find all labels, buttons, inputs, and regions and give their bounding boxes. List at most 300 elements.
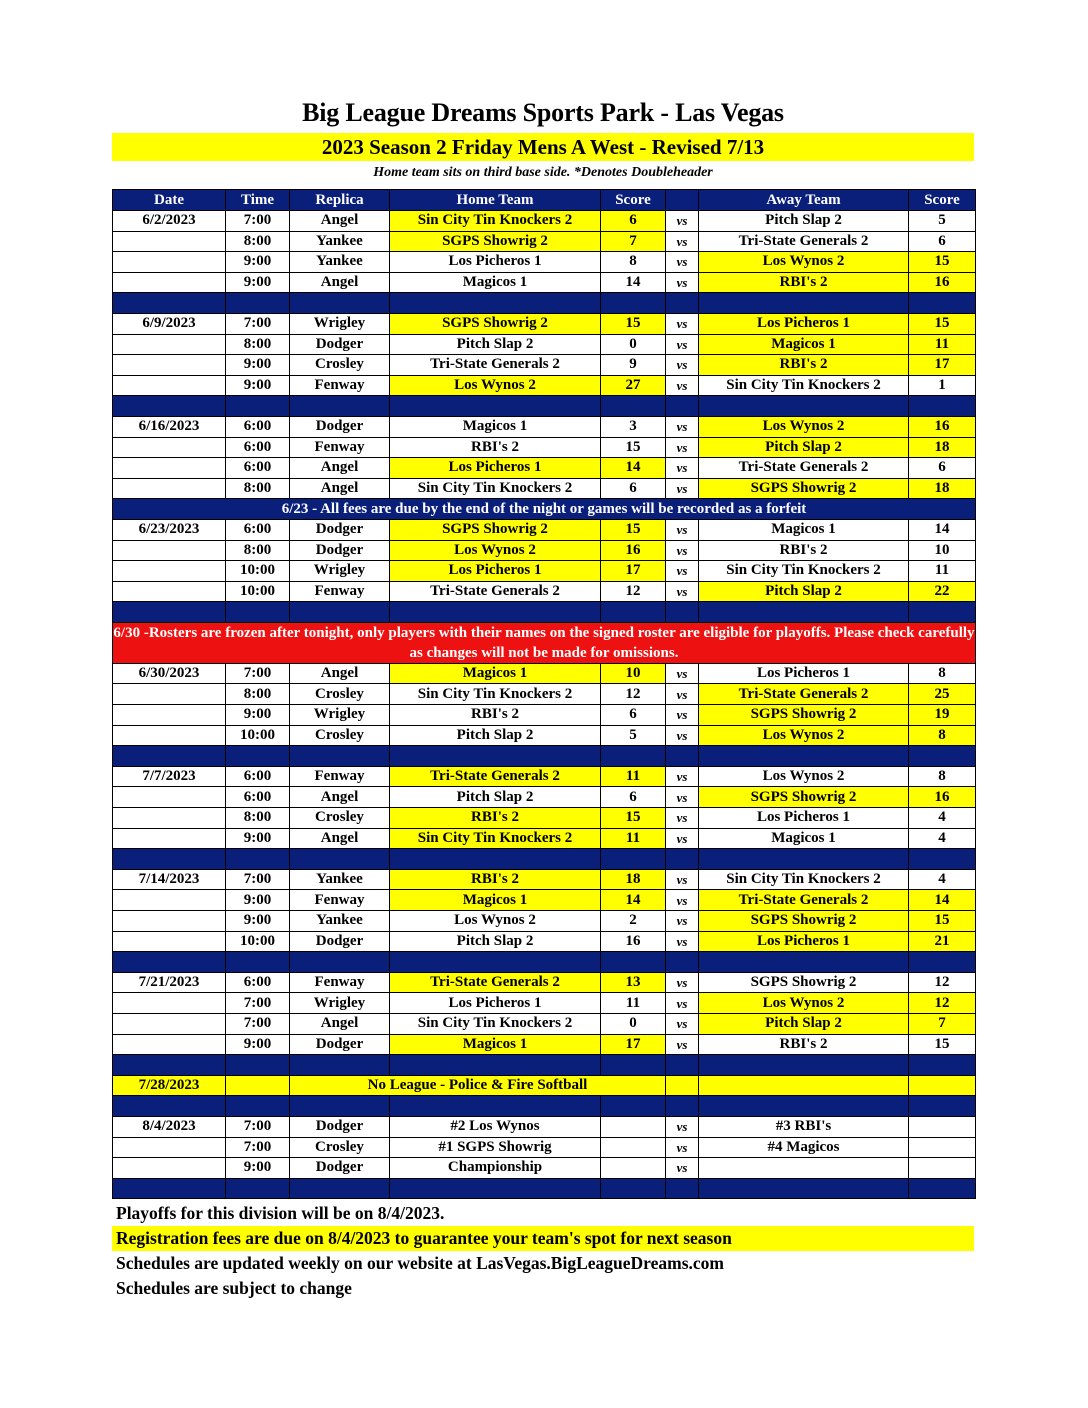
vs-cell: vs <box>666 211 699 232</box>
separator-row <box>113 396 976 417</box>
time-cell: 9:00 <box>226 1034 290 1055</box>
home-score-cell: 8 <box>601 252 666 273</box>
date-cell <box>113 478 226 499</box>
away-team-cell: Pitch Slap 2 <box>699 437 909 458</box>
separator-cell <box>699 396 909 417</box>
away-score-cell: 1 <box>909 375 976 396</box>
game-row <box>113 355 976 376</box>
home-team-cell: Los Wynos 2 <box>390 375 601 396</box>
replica-cell: Yankee <box>290 231 390 252</box>
header-date: Date <box>113 190 226 211</box>
date-cell: 6/2/2023 <box>113 211 226 232</box>
date-cell <box>113 911 226 932</box>
game-row <box>113 211 976 232</box>
away-score-cell: 16 <box>909 272 976 293</box>
away-team-cell: Los Wynos 2 <box>699 416 909 437</box>
separator-cell <box>390 952 601 973</box>
separator-cell <box>909 1096 976 1117</box>
home-team-cell: Los Picheros 1 <box>390 561 601 582</box>
home-score-cell: 14 <box>601 272 666 293</box>
home-team-cell: Sin City Tin Knockers 2 <box>390 211 601 232</box>
playoff-row <box>113 1137 976 1158</box>
home-team-cell: Sin City Tin Knockers 2 <box>390 478 601 499</box>
replica-cell: Crosley <box>290 355 390 376</box>
vs-cell: vs <box>666 972 699 993</box>
separator-cell <box>666 396 699 417</box>
replica-cell: Wrigley <box>290 993 390 1014</box>
away-team-cell: Los Picheros 1 <box>699 931 909 952</box>
separator-cell <box>666 952 699 973</box>
separator-cell <box>666 849 699 870</box>
date-cell <box>113 828 226 849</box>
separator-cell <box>601 952 666 973</box>
playoff-row <box>113 1116 976 1137</box>
away-score-cell: 16 <box>909 416 976 437</box>
away-team-cell: Sin City Tin Knockers 2 <box>699 375 909 396</box>
away-team-cell: Tri-State Generals 2 <box>699 231 909 252</box>
game-row <box>113 252 976 273</box>
vs-cell: vs <box>666 313 699 334</box>
home-score-cell: 15 <box>601 808 666 829</box>
game-row <box>113 519 976 540</box>
vs-cell: vs <box>666 458 699 479</box>
separator-row <box>113 952 976 973</box>
vs-cell: vs <box>666 1158 699 1179</box>
date-cell: 8/4/2023 <box>113 1116 226 1137</box>
separator-cell <box>909 952 976 973</box>
vs-cell: vs <box>666 334 699 355</box>
separator-cell <box>226 1178 290 1199</box>
away-team-cell: SGPS Showrig 2 <box>699 911 909 932</box>
replica-cell: Angel <box>290 1013 390 1034</box>
replica-cell: Dodger <box>290 416 390 437</box>
away-score-cell: 6 <box>909 231 976 252</box>
vs-cell: vs <box>666 828 699 849</box>
home-team-cell: Magicos 1 <box>390 272 601 293</box>
replica-cell: Yankee <box>290 869 390 890</box>
away-score-cell <box>909 1158 976 1179</box>
away-team-cell: Los Wynos 2 <box>699 993 909 1014</box>
home-score-cell: 0 <box>601 334 666 355</box>
date-cell <box>113 355 226 376</box>
header-away-score: Score <box>909 190 976 211</box>
away-team-cell: Los Picheros 1 <box>699 313 909 334</box>
separator-row <box>113 1096 976 1117</box>
date-cell: 7/28/2023 <box>113 1075 226 1096</box>
separator-cell <box>666 293 699 314</box>
replica-cell: Fenway <box>290 581 390 602</box>
replica-cell: Dodger <box>290 1158 390 1179</box>
roster-alert-text: 6/30 -Rosters are frozen after tonight, only players with their names on the signed roster are eligible for playoffs. Please check carefully as changes will not be made for omissions. <box>113 622 976 663</box>
separator-cell <box>226 396 290 417</box>
game-row <box>113 828 976 849</box>
date-cell <box>113 231 226 252</box>
separator-cell <box>113 396 226 417</box>
date-cell <box>113 1158 226 1179</box>
game-row <box>113 458 976 479</box>
separator-cell <box>699 293 909 314</box>
time-cell: 9:00 <box>226 828 290 849</box>
date-cell <box>113 684 226 705</box>
separator-cell <box>909 849 976 870</box>
away-score-cell: 14 <box>909 890 976 911</box>
date-cell: 7/7/2023 <box>113 766 226 787</box>
away-score-cell: 15 <box>909 252 976 273</box>
page-title: Big League Dreams Sports Park - Las Vegas <box>302 98 784 127</box>
date-cell <box>113 993 226 1014</box>
home-score-cell: 12 <box>601 581 666 602</box>
home-team-cell: SGPS Showrig 2 <box>390 231 601 252</box>
time-cell: 9:00 <box>226 890 290 911</box>
away-team-cell <box>699 1075 909 1096</box>
game-row <box>113 375 976 396</box>
separator-cell <box>226 602 290 623</box>
replica-cell: Angel <box>290 787 390 808</box>
separator-cell <box>290 1055 390 1076</box>
separator-cell <box>290 746 390 767</box>
vs-cell: vs <box>666 375 699 396</box>
home-team-cell: Los Wynos 2 <box>390 911 601 932</box>
home-team-cell: Los Picheros 1 <box>390 252 601 273</box>
home-team-cell: Tri-State Generals 2 <box>390 766 601 787</box>
separator-cell <box>390 1055 601 1076</box>
time-cell: 8:00 <box>226 231 290 252</box>
replica-cell: Fenway <box>290 972 390 993</box>
separator-cell <box>290 952 390 973</box>
separator-row <box>113 602 976 623</box>
schedule-subtitle: 2023 Season 2 Friday Mens A West - Revised 7/13 <box>112 133 974 161</box>
time-cell: 7:00 <box>226 1116 290 1137</box>
separator-cell <box>601 293 666 314</box>
away-team-cell: Los Wynos 2 <box>699 725 909 746</box>
replica-cell: Angel <box>290 478 390 499</box>
time-cell: 8:00 <box>226 478 290 499</box>
separator-cell <box>699 849 909 870</box>
date-cell <box>113 808 226 829</box>
game-row <box>113 808 976 829</box>
vs-cell: vs <box>666 272 699 293</box>
game-row <box>113 313 976 334</box>
away-score-cell: 5 <box>909 211 976 232</box>
home-team-cell: Championship <box>390 1158 601 1179</box>
home-score-cell: 0 <box>601 1013 666 1034</box>
separator-cell <box>699 602 909 623</box>
game-row <box>113 993 976 1014</box>
separator-cell <box>390 849 601 870</box>
notice-banner-row <box>113 499 976 520</box>
home-score-cell: 11 <box>601 828 666 849</box>
footer-change-note: Schedules are subject to change <box>116 1278 352 1298</box>
separator-cell <box>290 602 390 623</box>
separator-cell <box>113 849 226 870</box>
date-cell <box>113 705 226 726</box>
vs-cell: vs <box>666 869 699 890</box>
replica-cell: Angel <box>290 211 390 232</box>
away-score-cell: 18 <box>909 437 976 458</box>
time-cell: 10:00 <box>226 931 290 952</box>
time-cell: 6:00 <box>226 519 290 540</box>
separator-cell <box>601 1096 666 1117</box>
date-cell <box>113 375 226 396</box>
replica-cell: Dodger <box>290 334 390 355</box>
separator-cell <box>113 602 226 623</box>
replica-cell: Dodger <box>290 519 390 540</box>
no-league-row <box>113 1075 976 1096</box>
separator-cell <box>601 1178 666 1199</box>
home-team-cell: Sin City Tin Knockers 2 <box>390 1013 601 1034</box>
game-row <box>113 231 976 252</box>
home-team-cell: Magicos 1 <box>390 1034 601 1055</box>
separator-cell <box>113 1178 226 1199</box>
vs-cell: vs <box>666 416 699 437</box>
separator-row <box>113 849 976 870</box>
separator-cell <box>390 746 601 767</box>
separator-row <box>113 746 976 767</box>
home-team-cell: Pitch Slap 2 <box>390 787 601 808</box>
separator-cell <box>909 1055 976 1076</box>
home-score-cell: 17 <box>601 561 666 582</box>
home-score-cell: 6 <box>601 478 666 499</box>
separator-cell <box>290 1178 390 1199</box>
replica-cell: Dodger <box>290 931 390 952</box>
away-team-cell: #3 RBI's <box>699 1116 909 1137</box>
notice-banner-text: 6/23 - All fees are due by the end of the night or games will be recorded as a forfeit <box>113 499 976 520</box>
replica-cell: Angel <box>290 272 390 293</box>
home-score-cell: 16 <box>601 540 666 561</box>
home-team-cell: RBI's 2 <box>390 869 601 890</box>
away-score-cell: 15 <box>909 1034 976 1055</box>
home-score-cell: 16 <box>601 931 666 952</box>
separator-cell <box>390 1178 601 1199</box>
away-score-cell: 15 <box>909 911 976 932</box>
header-home-score: Score <box>601 190 666 211</box>
separator-cell <box>113 952 226 973</box>
home-team-cell: Sin City Tin Knockers 2 <box>390 828 601 849</box>
home-score-cell: 10 <box>601 663 666 684</box>
date-cell: 6/9/2023 <box>113 313 226 334</box>
away-score-cell: 12 <box>909 993 976 1014</box>
separator-cell <box>226 952 290 973</box>
separator-cell <box>226 849 290 870</box>
replica-cell: Fenway <box>290 437 390 458</box>
roster-alert-row <box>113 622 976 663</box>
time-cell: 7:00 <box>226 663 290 684</box>
time-cell: 7:00 <box>226 313 290 334</box>
separator-row <box>113 293 976 314</box>
time-cell: 9:00 <box>226 1158 290 1179</box>
away-score-cell: 8 <box>909 725 976 746</box>
time-cell: 6:00 <box>226 766 290 787</box>
time-cell: 6:00 <box>226 458 290 479</box>
footer-website-note: Schedules are updated weekly on our website at LasVegas.BigLeagueDreams.com <box>116 1253 724 1273</box>
time-cell: 7:00 <box>226 1013 290 1034</box>
separator-cell <box>699 1178 909 1199</box>
game-row <box>113 272 976 293</box>
footer-registration-note: Registration fees are due on 8/4/2023 to guarantee your team's spot for next season <box>112 1226 974 1251</box>
home-score-cell: 6 <box>601 787 666 808</box>
separator-cell <box>390 1096 601 1117</box>
time-cell: 7:00 <box>226 869 290 890</box>
vs-cell: vs <box>666 808 699 829</box>
away-score-cell: 16 <box>909 787 976 808</box>
game-row <box>113 684 976 705</box>
away-score-cell: 4 <box>909 828 976 849</box>
date-cell <box>113 458 226 479</box>
time-cell: 10:00 <box>226 725 290 746</box>
home-team-cell: Tri-State Generals 2 <box>390 581 601 602</box>
away-team-cell <box>699 1158 909 1179</box>
home-score-cell: 15 <box>601 313 666 334</box>
away-team-cell: Magicos 1 <box>699 828 909 849</box>
date-cell <box>113 1137 226 1158</box>
away-team-cell: SGPS Showrig 2 <box>699 972 909 993</box>
vs-cell: vs <box>666 993 699 1014</box>
date-cell <box>113 787 226 808</box>
away-team-cell: SGPS Showrig 2 <box>699 705 909 726</box>
home-team-cell: Sin City Tin Knockers 2 <box>390 684 601 705</box>
date-cell <box>113 334 226 355</box>
home-score-cell: 14 <box>601 458 666 479</box>
home-score-cell: 17 <box>601 1034 666 1055</box>
date-cell <box>113 725 226 746</box>
date-cell: 7/21/2023 <box>113 972 226 993</box>
replica-cell: Fenway <box>290 375 390 396</box>
away-team-cell: Sin City Tin Knockers 2 <box>699 561 909 582</box>
separator-cell <box>601 746 666 767</box>
home-team-cell: RBI's 2 <box>390 437 601 458</box>
home-team-cell: Magicos 1 <box>390 663 601 684</box>
vs-cell: vs <box>666 911 699 932</box>
away-score-cell: 4 <box>909 808 976 829</box>
game-row <box>113 972 976 993</box>
time-cell: 8:00 <box>226 334 290 355</box>
separator-cell <box>699 1055 909 1076</box>
home-score-cell: 15 <box>601 437 666 458</box>
date-cell <box>113 272 226 293</box>
away-team-cell: Sin City Tin Knockers 2 <box>699 869 909 890</box>
time-cell: 9:00 <box>226 705 290 726</box>
separator-cell <box>226 293 290 314</box>
away-score-cell <box>909 1137 976 1158</box>
replica-cell: Angel <box>290 663 390 684</box>
separator-cell <box>909 1178 976 1199</box>
separator-cell <box>601 849 666 870</box>
home-score-cell <box>601 1137 666 1158</box>
away-score-cell: 17 <box>909 355 976 376</box>
game-row <box>113 581 976 602</box>
away-score-cell <box>909 1116 976 1137</box>
separator-cell <box>666 1096 699 1117</box>
vs-cell: vs <box>666 437 699 458</box>
away-team-cell: Los Picheros 1 <box>699 808 909 829</box>
away-team-cell: RBI's 2 <box>699 355 909 376</box>
away-score-cell: 21 <box>909 931 976 952</box>
date-cell: 6/23/2023 <box>113 519 226 540</box>
vs-cell: vs <box>666 766 699 787</box>
vs-cell: vs <box>666 478 699 499</box>
time-cell: 6:00 <box>226 972 290 993</box>
replica-cell: Yankee <box>290 911 390 932</box>
separator-cell <box>290 293 390 314</box>
separator-row <box>113 1178 976 1199</box>
replica-cell: Angel <box>290 828 390 849</box>
time-cell: 9:00 <box>226 252 290 273</box>
date-cell <box>113 931 226 952</box>
home-team-cell: Los Wynos 2 <box>390 540 601 561</box>
header-vs <box>666 190 699 211</box>
home-score-cell: 9 <box>601 355 666 376</box>
vs-cell: vs <box>666 231 699 252</box>
time-cell: 9:00 <box>226 355 290 376</box>
separator-cell <box>226 746 290 767</box>
date-cell <box>113 252 226 273</box>
replica-cell: Wrigley <box>290 705 390 726</box>
away-score-cell: 12 <box>909 972 976 993</box>
vs-cell: vs <box>666 355 699 376</box>
separator-cell <box>390 602 601 623</box>
away-score-cell: 25 <box>909 684 976 705</box>
game-row <box>113 478 976 499</box>
away-team-cell: Pitch Slap 2 <box>699 211 909 232</box>
game-row <box>113 663 976 684</box>
home-team-cell: Tri-State Generals 2 <box>390 972 601 993</box>
away-team-cell: Pitch Slap 2 <box>699 581 909 602</box>
replica-cell: Dodger <box>290 1116 390 1137</box>
time-cell: 7:00 <box>226 993 290 1014</box>
vs-cell <box>666 1075 699 1096</box>
replica-cell: Fenway <box>290 890 390 911</box>
game-row <box>113 1034 976 1055</box>
header-time: Time <box>226 190 290 211</box>
separator-cell <box>290 1096 390 1117</box>
vs-cell: vs <box>666 561 699 582</box>
home-team-cell: Pitch Slap 2 <box>390 334 601 355</box>
away-team-cell: Magicos 1 <box>699 334 909 355</box>
home-team-cell: Los Picheros 1 <box>390 993 601 1014</box>
vs-cell: vs <box>666 725 699 746</box>
separator-row <box>113 1055 976 1076</box>
separator-cell <box>601 396 666 417</box>
time-cell: 9:00 <box>226 272 290 293</box>
away-team-cell: SGPS Showrig 2 <box>699 478 909 499</box>
time-cell: 10:00 <box>226 561 290 582</box>
home-score-cell: 11 <box>601 993 666 1014</box>
home-score-cell: 6 <box>601 705 666 726</box>
vs-cell: vs <box>666 663 699 684</box>
away-score-cell: 10 <box>909 540 976 561</box>
separator-cell <box>113 293 226 314</box>
away-score-cell: 8 <box>909 663 976 684</box>
separator-cell <box>666 746 699 767</box>
away-score-cell: 15 <box>909 313 976 334</box>
footer-playoffs-note: Playoffs for this division will be on 8/4/2023. <box>116 1203 445 1223</box>
vs-cell: vs <box>666 931 699 952</box>
home-team-cell: Magicos 1 <box>390 416 601 437</box>
replica-cell: Crosley <box>290 808 390 829</box>
home-team-cell: #2 Los Wynos <box>390 1116 601 1137</box>
date-cell <box>113 1013 226 1034</box>
game-row <box>113 725 976 746</box>
time-cell: 6:00 <box>226 787 290 808</box>
no-league-text: No League - Police & Fire Softball <box>290 1075 666 1096</box>
replica-cell: Wrigley <box>290 561 390 582</box>
date-cell <box>113 890 226 911</box>
game-row <box>113 911 976 932</box>
away-score-cell: 11 <box>909 334 976 355</box>
away-score-cell: 6 <box>909 458 976 479</box>
game-row <box>113 540 976 561</box>
replica-cell: Crosley <box>290 1137 390 1158</box>
